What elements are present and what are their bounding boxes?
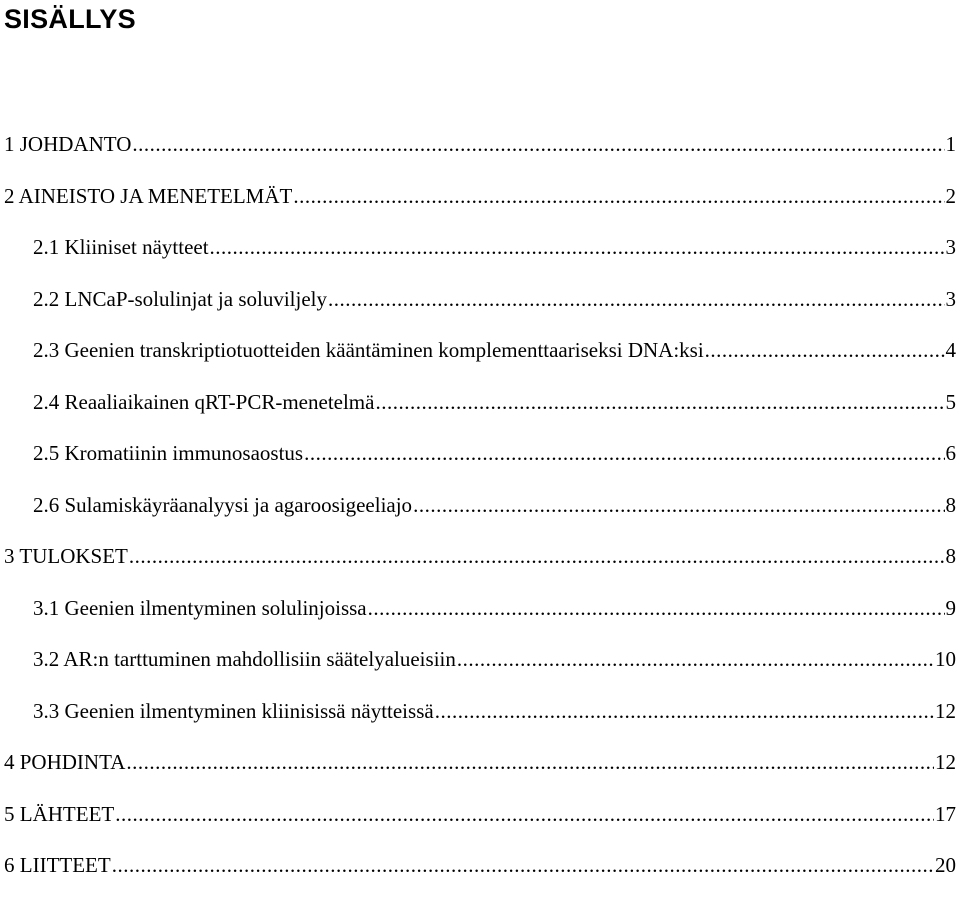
toc-entry-ar-tarttuminen[interactable] — [4, 643, 956, 695]
toc-entry-title: 2.2 LNCaP-solulinjat ja soluviljely — [33, 286, 327, 311]
toc-page-number: 12 — [935, 750, 956, 774]
toc-page-number: 8 — [945, 544, 956, 568]
toc-entry-kliiniset-naytteet[interactable] — [4, 231, 956, 283]
toc-page-number: 5 — [945, 389, 956, 414]
toc-entry-title: 4 POHDINTA — [4, 750, 126, 774]
toc-page-number: 3 — [945, 235, 956, 259]
toc-entry-title: 2.3 Geenien transkriptiotuotteiden kääntäminen komplementtaariseksi DNA:ksi — [33, 338, 704, 362]
toc-entry-title: 3 TULOKSET — [4, 544, 128, 568]
toc-dot-leader — [210, 231, 945, 263]
toc-entry-cdna-kaantaminen[interactable] — [4, 334, 956, 386]
toc-entry-qrt-pcr[interactable] — [4, 386, 956, 438]
toc-dot-leader — [375, 386, 944, 418]
toc-entry-liitteet[interactable] — [4, 849, 956, 901]
toc-page-number: 20 — [935, 853, 956, 877]
toc-page-number: 2 — [945, 183, 956, 208]
toc-entry-kromatiinin-immunosaostus[interactable] — [4, 437, 956, 489]
table-of-contents — [4, 128, 956, 901]
toc-dot-leader — [126, 746, 934, 778]
toc-entry-ilmentyminen-solulinjoissa[interactable] — [4, 592, 956, 644]
toc-entry-title: 3.3 Geenien ilmentyminen kliinisissä näytteissä — [33, 698, 434, 723]
toc-entry-title: 2.4 Reaaliaikainen qRT-PCR-menetelmä — [33, 389, 375, 414]
toc-entry-ilmentyminen-kliinisissa[interactable] — [4, 695, 956, 747]
toc-heading: SISÄLLYS — [4, 4, 136, 34]
toc-page-number: 10 — [935, 647, 956, 671]
toc-entry-title: 2.1 Kliiniset näytteet — [33, 235, 209, 259]
toc-dot-leader — [112, 849, 934, 881]
toc-entry-lncap-solulinjat[interactable] — [4, 283, 956, 335]
toc-page-number: 8 — [945, 492, 956, 517]
toc-dot-leader — [368, 592, 945, 624]
toc-entry-aineisto-ja-menetelmat[interactable] — [4, 180, 956, 232]
toc-dot-leader — [705, 334, 945, 366]
toc-page-number: 17 — [935, 801, 956, 826]
toc-entry-sulamiskayraanalyysi[interactable] — [4, 489, 956, 541]
toc-entry-title: 2 AINEISTO JA MENETELMÄT — [4, 183, 293, 208]
toc-dot-leader — [435, 695, 934, 727]
toc-dot-leader — [293, 180, 944, 212]
toc-page-number: 12 — [935, 698, 956, 723]
toc-entry-title: 3.2 AR:n tarttuminen mahdollisiin säätelyalueisiin — [33, 647, 456, 671]
toc-dot-leader — [132, 128, 944, 160]
toc-page-number: 9 — [945, 595, 956, 620]
toc-page-number: 6 — [945, 441, 956, 465]
toc-entry-pohdinta[interactable] — [4, 746, 956, 798]
toc-dot-leader — [115, 798, 934, 830]
toc-dot-leader — [457, 643, 934, 675]
toc-dot-leader — [304, 437, 944, 469]
toc-entry-title: 2.5 Kromatiinin immunosaostus — [33, 441, 304, 465]
toc-entry-title: 3.1 Geenien ilmentyminen solulinjoissa — [33, 595, 367, 620]
toc-entry-title: 2.6 Sulamiskäyräanalyysi ja agaroosigeeliajo — [33, 492, 413, 517]
toc-entry-title: 5 LÄHTEET — [4, 801, 115, 826]
toc-entry-lahteet[interactable] — [4, 798, 956, 850]
toc-entry-title: 6 LIITTEET — [4, 853, 111, 877]
toc-dot-leader — [328, 283, 945, 315]
toc-dot-leader — [129, 540, 945, 572]
toc-entry-tulokset[interactable] — [4, 540, 956, 592]
toc-entry-johdanto[interactable] — [4, 128, 956, 180]
toc-entry-title: 1 JOHDANTO — [4, 132, 132, 156]
toc-page-number: 3 — [945, 286, 956, 311]
toc-page-number: 4 — [945, 338, 956, 362]
toc-page-number: 1 — [945, 132, 956, 156]
toc-dot-leader — [413, 489, 944, 521]
